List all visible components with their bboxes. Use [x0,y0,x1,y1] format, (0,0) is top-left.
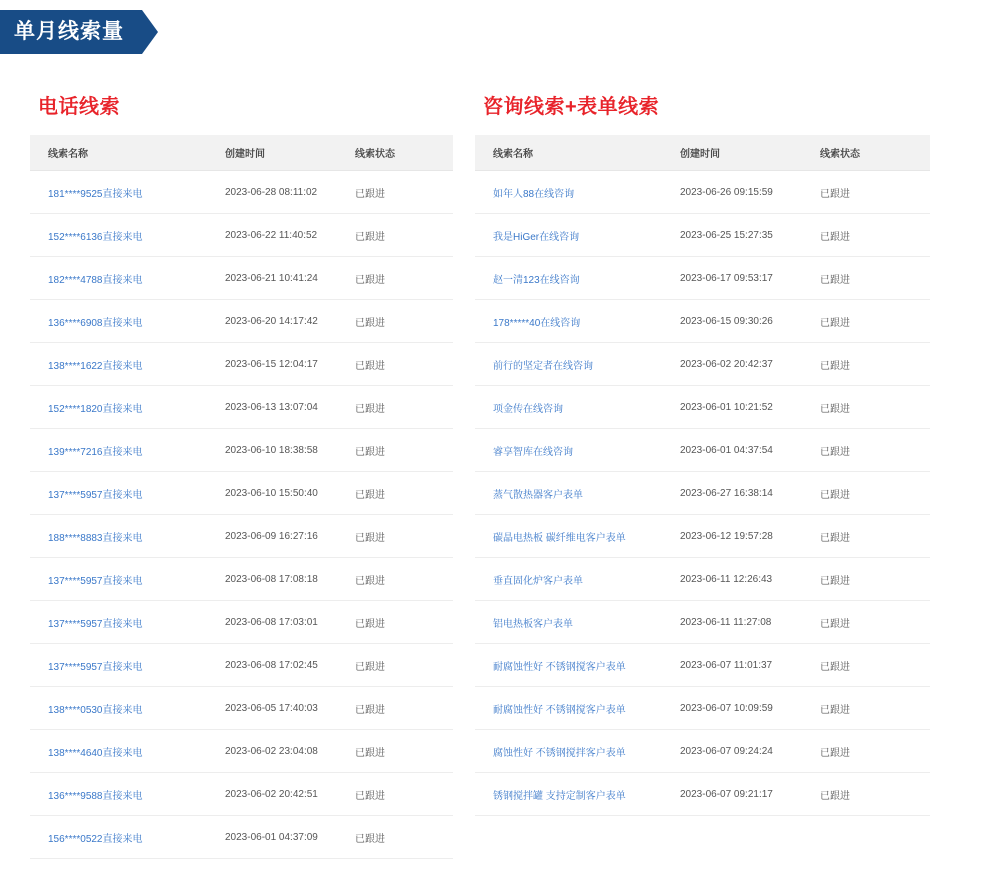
table-row [475,687,930,730]
lead-status-cell: 已跟进 [820,730,930,773]
lead-name-cell [475,429,680,472]
lead-status-cell: 已跟进 [820,257,930,300]
lead-name-cell [475,515,680,558]
table-row [475,386,930,429]
lead-name-cell [475,773,680,816]
lead-name-cell [475,644,680,687]
create-time-cell: 2023-06-01 10:21:52 [680,386,820,429]
lead-name-cell [30,601,225,644]
table-row [475,343,930,386]
lead-name-link[interactable]: 项金传在线咨询 [493,403,563,415]
table-header-row [475,135,930,171]
table-row [30,343,453,386]
lead-name-link[interactable]: 蒸气散热器客户表单 [493,489,583,501]
lead-name-cell [30,644,225,687]
create-time-cell: 2023-06-28 08:11:02 [225,171,355,214]
lead-name-cell [30,558,225,601]
lead-name-link[interactable]: 181****9525直接来电 [48,188,143,200]
consult-form-leads-column [475,80,1000,859]
create-time-cell: 2023-06-22 11:40:52 [225,214,355,257]
lead-status-cell: 已跟进 [820,515,930,558]
lead-status-cell: 已跟进 [820,214,930,257]
create-time-cell: 2023-06-02 20:42:51 [225,773,355,816]
table-row [30,171,453,214]
table-row [30,601,453,644]
lead-status-cell: 已跟进 [820,687,930,730]
table-row [30,773,453,816]
create-time-cell: 2023-06-07 09:24:24 [680,730,820,773]
lead-name-link[interactable]: 152****6136直接来电 [48,231,143,243]
lead-status-cell: 已跟进 [820,773,930,816]
table-row [30,214,453,257]
consult-form-leads-table [475,135,930,816]
table-row [475,472,930,515]
create-time-cell: 2023-06-02 23:04:08 [225,730,355,773]
table-row [30,515,453,558]
create-time-cell: 2023-06-15 12:04:17 [225,343,355,386]
create-time-cell: 2023-06-08 17:03:01 [225,601,355,644]
lead-status-cell: 已跟进 [355,343,453,386]
lead-status-cell: 已跟进 [820,558,930,601]
lead-name-link[interactable]: 我是HiGer在线咨询 [493,231,580,243]
lead-name-link[interactable]: 156****0522直接来电 [48,833,143,845]
table-row [475,730,930,773]
lead-status-cell: 已跟进 [820,644,930,687]
lead-name-link[interactable]: 腐蚀性好 不锈钢搅拌客户表单 [493,747,626,759]
lead-name-link[interactable]: 188****8883直接来电 [48,532,143,544]
lead-status-cell: 已跟进 [355,730,453,773]
column-header-lead-status: 线索状态 [355,135,453,171]
lead-name-cell [30,816,225,859]
phone-leads-title: 电话线索 [38,96,120,118]
column-header-lead-name: 线索名称 [30,135,225,171]
lead-status-cell: 已跟进 [355,644,453,687]
lead-name-cell [475,300,680,343]
lead-name-link[interactable]: 152****1820直接来电 [48,403,143,415]
table-row [30,816,453,859]
lead-name-cell [475,601,680,644]
lead-name-cell [30,300,225,343]
lead-name-cell [475,687,680,730]
table-row [30,257,453,300]
lead-name-cell [30,257,225,300]
create-time-cell: 2023-06-10 15:50:40 [225,472,355,515]
lead-name-link[interactable]: 137****5957直接来电 [48,661,143,673]
lead-name-cell [30,429,225,472]
lead-name-cell [30,171,225,214]
create-time-cell: 2023-06-08 17:08:18 [225,558,355,601]
lead-status-cell: 已跟进 [820,343,930,386]
lead-status-cell: 已跟进 [355,257,453,300]
create-time-cell: 2023-06-09 16:27:16 [225,515,355,558]
lead-status-cell: 已跟进 [355,816,453,859]
lead-name-link[interactable]: 178*****40在线咨询 [493,317,581,329]
table-row [30,472,453,515]
lead-status-cell: 已跟进 [355,558,453,601]
table-row [475,773,930,816]
lead-name-link[interactable]: 138****0530直接来电 [48,704,143,716]
table-row [30,300,453,343]
lead-status-cell: 已跟进 [355,300,453,343]
lead-status-cell: 已跟进 [820,386,930,429]
create-time-cell: 2023-06-12 19:57:28 [680,515,820,558]
create-time-cell: 2023-06-10 18:38:58 [225,429,355,472]
banner-title: 单月线索量 [0,10,142,54]
lead-name-link[interactable]: 前行的坚定者在线咨询 [493,360,593,372]
table-row [475,429,930,472]
lead-name-cell [475,730,680,773]
create-time-cell: 2023-06-27 16:38:14 [680,472,820,515]
create-time-cell: 2023-06-15 09:30:26 [680,300,820,343]
lead-name-cell [30,214,225,257]
create-time-cell: 2023-06-11 11:27:08 [680,601,820,644]
column-header-lead-name: 线索名称 [475,135,680,171]
lead-name-cell [475,558,680,601]
lead-name-link[interactable]: 赵一清123在线咨询 [493,274,580,286]
lead-name-link[interactable]: 182****4788直接来电 [48,274,143,286]
lead-name-link[interactable]: 锈钢搅拌罐 支持定制客户表单 [493,790,626,802]
column-header-lead-status: 线索状态 [820,135,930,171]
lead-name-link[interactable]: 碳晶电热板 碳纤维电客户表单 [493,532,626,544]
lead-name-cell [475,343,680,386]
lead-name-link[interactable]: 如年人88在线咨询 [493,188,575,200]
phone-leads-table [30,135,453,859]
banner-arrow-shape [142,10,158,54]
lead-name-cell [475,386,680,429]
lead-status-cell: 已跟进 [355,687,453,730]
table-row [475,558,930,601]
table-row [30,386,453,429]
table-row [475,515,930,558]
table-row [475,257,930,300]
create-time-cell: 2023-06-07 09:21:17 [680,773,820,816]
lead-status-cell: 已跟进 [355,472,453,515]
lead-name-cell [30,730,225,773]
lead-name-link[interactable]: 耐腐蚀性好 不锈钢搅客户表单 [493,661,626,673]
lead-name-cell [30,515,225,558]
lead-name-link[interactable]: 耐腐蚀性好 不锈钢搅客户表单 [493,704,626,716]
create-time-cell: 2023-06-21 10:41:24 [225,257,355,300]
table-row [30,429,453,472]
table-row [475,214,930,257]
lead-name-link[interactable]: 137****5957直接来电 [48,575,143,587]
lead-name-link[interactable]: 睿享智库在线咨询 [493,446,573,458]
column-header-create-time: 创建时间 [680,135,820,171]
table-row [475,601,930,644]
phone-leads-column [0,80,475,859]
table-row [475,644,930,687]
lead-name-link[interactable]: 136****9588直接来电 [48,790,143,802]
lead-name-cell [30,687,225,730]
create-time-cell: 2023-06-11 12:26:43 [680,558,820,601]
lead-status-cell: 已跟进 [820,429,930,472]
lead-name-cell [30,386,225,429]
create-time-cell: 2023-06-05 17:40:03 [225,687,355,730]
create-time-cell: 2023-06-08 17:02:45 [225,644,355,687]
lead-name-cell [475,214,680,257]
create-time-cell: 2023-06-20 14:17:42 [225,300,355,343]
lead-status-cell: 已跟进 [820,601,930,644]
lead-status-cell: 已跟进 [355,601,453,644]
table-row [30,558,453,601]
create-time-cell: 2023-06-02 20:42:37 [680,343,820,386]
lead-name-link[interactable]: 136****6908直接来电 [48,317,143,329]
lead-name-cell [475,472,680,515]
lead-name-link[interactable]: 139****7216直接来电 [48,446,143,458]
lead-status-cell: 已跟进 [355,773,453,816]
table-row [475,171,930,214]
lead-status-cell: 已跟进 [355,429,453,472]
lead-name-link[interactable]: 138****4640直接来电 [48,747,143,759]
consult-form-leads-title: 咨询线索+表单线索 [483,96,660,118]
create-time-cell: 2023-06-07 10:09:59 [680,687,820,730]
table-row [30,730,453,773]
table-row [30,687,453,730]
lead-name-link[interactable]: 137****5957直接来电 [48,618,143,630]
lead-name-cell [30,343,225,386]
table-row [475,300,930,343]
create-time-cell: 2023-06-25 15:27:35 [680,214,820,257]
lead-status-cell: 已跟进 [820,171,930,214]
lead-name-link[interactable]: 138****1622直接来电 [48,360,143,372]
lead-name-cell [475,257,680,300]
lead-status-cell: 已跟进 [355,386,453,429]
lead-status-cell: 已跟进 [820,300,930,343]
create-time-cell: 2023-06-01 04:37:54 [680,429,820,472]
lead-status-cell: 已跟进 [820,472,930,515]
content-columns [0,80,1000,859]
lead-name-link[interactable]: 铝电热板客户表单 [493,618,573,630]
lead-status-cell: 已跟进 [355,171,453,214]
lead-name-cell [475,171,680,214]
lead-name-cell [30,472,225,515]
table-row [30,644,453,687]
lead-status-cell: 已跟进 [355,515,453,558]
column-header-create-time: 创建时间 [225,135,355,171]
lead-status-cell: 已跟进 [355,214,453,257]
banner [0,10,158,54]
create-time-cell: 2023-06-01 04:37:09 [225,816,355,859]
table-header-row [30,135,453,171]
create-time-cell: 2023-06-07 11:01:37 [680,644,820,687]
lead-name-link[interactable]: 137****5957直接来电 [48,489,143,501]
lead-name-link[interactable]: 垂直固化炉客户表单 [493,575,583,587]
create-time-cell: 2023-06-17 09:53:17 [680,257,820,300]
lead-name-cell [30,773,225,816]
create-time-cell: 2023-06-13 13:07:04 [225,386,355,429]
create-time-cell: 2023-06-26 09:15:59 [680,171,820,214]
